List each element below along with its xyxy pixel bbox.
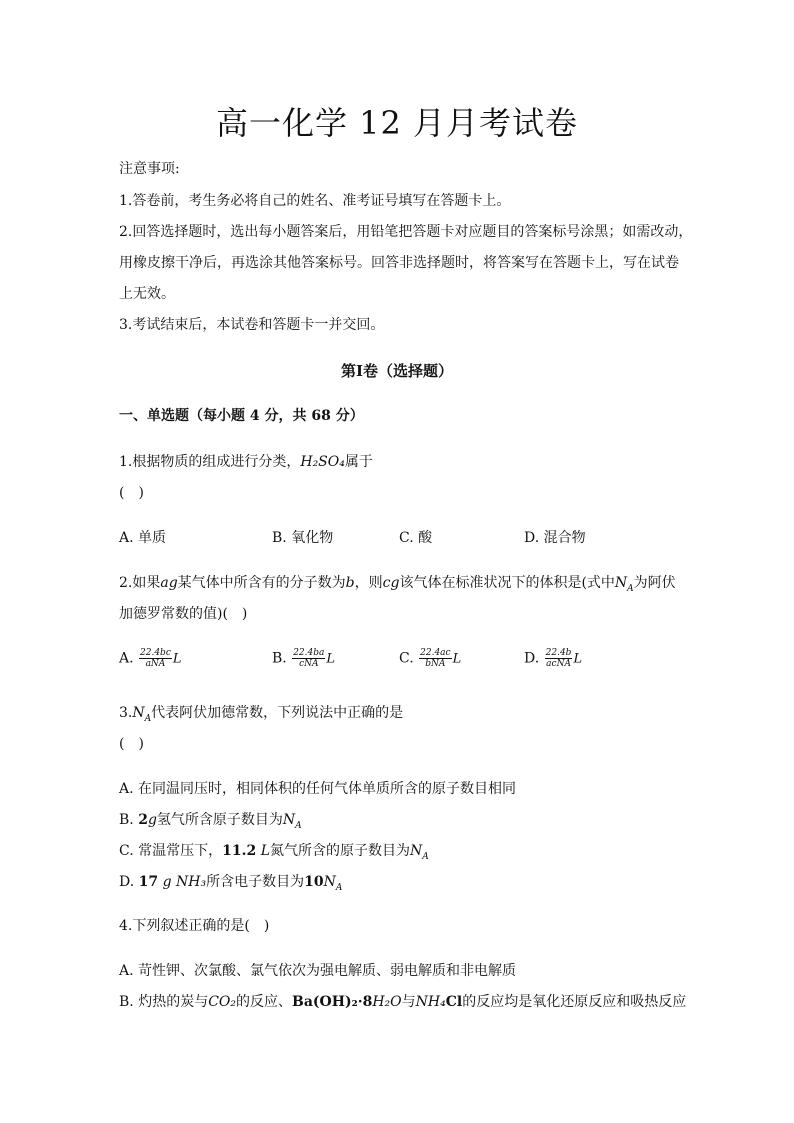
- q1-stem-a: 1.根据物质的组成进行分类，: [119, 454, 301, 470]
- q4-option-b-cl: Cl: [445, 994, 463, 1010]
- q3-option-b-unit: g: [147, 812, 157, 828]
- q2-var-ag: ag: [160, 575, 178, 591]
- q4-option-b-co2: CO₂: [208, 994, 237, 1010]
- q1-option-d[interactable]: D. 混合物: [524, 530, 586, 546]
- q2-option-c[interactable]: [399, 648, 461, 669]
- q3-option-c-num: 11.2: [222, 843, 257, 859]
- q4-option-b-text-1: 的反应、: [236, 994, 293, 1010]
- q1-option-a[interactable]: A. 单质: [119, 530, 167, 546]
- q1-stem-b: 属于: [344, 454, 373, 470]
- q4-option-b-h2o: H₂O: [372, 994, 402, 1010]
- q1-option-c[interactable]: C. 酸: [399, 530, 433, 546]
- question-2-stem-line-2: 加德罗常数的值)( ): [119, 606, 248, 622]
- q2-text-e: 为阿伏: [633, 575, 676, 591]
- q2-option-d-den: acNA: [546, 659, 571, 669]
- q3-option-d-unit: g: [162, 874, 172, 890]
- q2-option-b-den: cNA: [299, 659, 319, 669]
- q3-option-b-na: N: [282, 812, 296, 828]
- page-title: 高一化学 12 月月考试卷: [215, 104, 579, 142]
- q3-option-b-text: 氢气所含原子数目为: [156, 812, 283, 828]
- q4-option-a[interactable]: A. 苛性钾、次氯酸、氯气依次为强电解质、弱电解质和非电解质: [119, 963, 517, 979]
- q2-var-na: N: [614, 575, 628, 591]
- question-3-paren: ( ): [119, 736, 144, 752]
- q2-option-c-unit: L: [452, 651, 462, 667]
- question-4-stem: 4.下列叙述正确的是( ): [119, 918, 270, 934]
- q2-option-c-label: C.: [399, 650, 414, 667]
- q2-option-a[interactable]: [119, 648, 182, 669]
- q3-stem-b: 代表阿伏加德常数，下列说法中正确的是: [151, 705, 404, 721]
- q2-option-c-num: 22.4ac: [420, 648, 451, 658]
- q2-option-d-fraction: [545, 648, 573, 669]
- q2-option-b-unit: L: [326, 651, 336, 667]
- q2-option-d-label: D.: [524, 650, 540, 667]
- q3-option-c[interactable]: [119, 840, 429, 862]
- notice-item-2-line-3: 上无效。: [119, 286, 175, 302]
- q3-option-c-text: 氮气所含的原子数目为: [269, 843, 410, 859]
- q2-var-b: b: [345, 575, 355, 591]
- q3-option-d-prefix: D.: [119, 874, 139, 890]
- notice-item-2-line-2: 用橡皮擦干净后，再选涂其他答案标号。回答非选择题时，将答案写在答题卡上，写在试卷: [119, 255, 679, 271]
- q3-option-c-na-sub: A: [422, 851, 429, 862]
- q3-option-d-num: 17: [138, 874, 159, 890]
- q3-option-d-coef: 10: [304, 874, 324, 890]
- q2-option-b[interactable]: [272, 648, 335, 669]
- q4-option-b[interactable]: [119, 991, 686, 1011]
- notice-item-3: 3.考试结束后，本试卷和答题卡一并交回。: [119, 317, 385, 333]
- q2-option-b-fraction: [292, 648, 325, 669]
- q2-option-a-unit: L: [172, 651, 182, 667]
- q1-formula: H₂SO₄: [300, 454, 345, 470]
- q2-text-a: 2.如果: [119, 575, 161, 591]
- q4-option-b-nh4: NH₄: [415, 994, 446, 1010]
- q2-text-b: 某气体中所含有的分子数为: [177, 575, 346, 591]
- q3-option-c-prefix: C. 常温常压下，: [119, 843, 223, 859]
- q2-option-b-num: 22.4ba: [293, 648, 325, 658]
- q2-option-d-num: 22.4b: [545, 648, 572, 658]
- notice-item-2-line-1: 2.回答选择题时，选出每小题答案后，用铅笔把答题卡对应题目的答案标号涂黑；如需改动，: [119, 224, 693, 240]
- q3-option-c-na: N: [409, 843, 423, 859]
- q3-option-d-formula: NH₃: [176, 874, 207, 890]
- q3-var-na-sub: A: [144, 713, 152, 724]
- q2-option-a-num: 22.4bc: [140, 648, 171, 658]
- section-1-title: 一、单选题（每小题 4 分，共 68 分）: [119, 408, 364, 424]
- q2-option-c-den: bNA: [425, 659, 446, 669]
- q3-option-a[interactable]: A. 在同温同压时，相同体积的任何气体单质所含的原子数目相同: [119, 781, 517, 797]
- q3-option-d-na-sub: A: [335, 882, 343, 893]
- q2-var-na-sub: A: [627, 583, 634, 594]
- q4-option-b-baoh: Ba(OH)₂·8: [292, 994, 373, 1010]
- q2-option-c-fraction: [419, 648, 451, 669]
- q4-option-b-prefix: B. 灼热的炭与: [119, 994, 209, 1010]
- q3-option-d[interactable]: [119, 871, 342, 893]
- q3-var-na: N: [132, 705, 145, 721]
- q3-option-d-na: N: [323, 874, 336, 890]
- notice-item-1: 1.答卷前，考生务必将自己的姓名、准考证号填写在答题卡上。: [119, 193, 511, 209]
- question-1-stem: [119, 451, 373, 471]
- q2-text-c: ，则: [354, 575, 383, 591]
- q2-option-a-label: A.: [119, 650, 134, 667]
- q3-option-b-na-sub: A: [295, 820, 302, 831]
- q3-option-b-num: 2: [138, 812, 148, 828]
- part-1-title: 第Ⅰ卷（选择题）: [340, 362, 454, 380]
- q2-var-cg: cg: [382, 575, 400, 591]
- q2-option-d-unit: L: [573, 651, 583, 667]
- q1-option-b[interactable]: B. 氧化物: [272, 530, 334, 546]
- q2-option-a-den: aNA: [145, 659, 166, 669]
- question-2-stem-line-1: [119, 572, 676, 594]
- q3-option-b-prefix: B.: [119, 812, 139, 828]
- q3-option-b[interactable]: [119, 809, 302, 831]
- q2-option-a-fraction: [139, 648, 172, 669]
- q3-option-d-text: 所含电子数目为: [206, 874, 305, 890]
- q2-option-b-label: B.: [272, 650, 287, 667]
- question-1-paren: ( ): [119, 485, 144, 501]
- q3-option-c-unit: L: [260, 843, 270, 859]
- q4-option-b-text-2: 与: [401, 994, 416, 1010]
- q3-stem-a: 3.: [119, 705, 133, 721]
- q2-text-d: 该气体在标准状况下的体积是(式中: [399, 575, 615, 591]
- notice-heading: 注意事项:: [119, 161, 180, 177]
- question-3-stem: [119, 702, 403, 724]
- q4-option-b-text-3: 的反应均是氧化还原反应和吸热反应: [462, 994, 687, 1010]
- q2-option-d[interactable]: [524, 648, 582, 669]
